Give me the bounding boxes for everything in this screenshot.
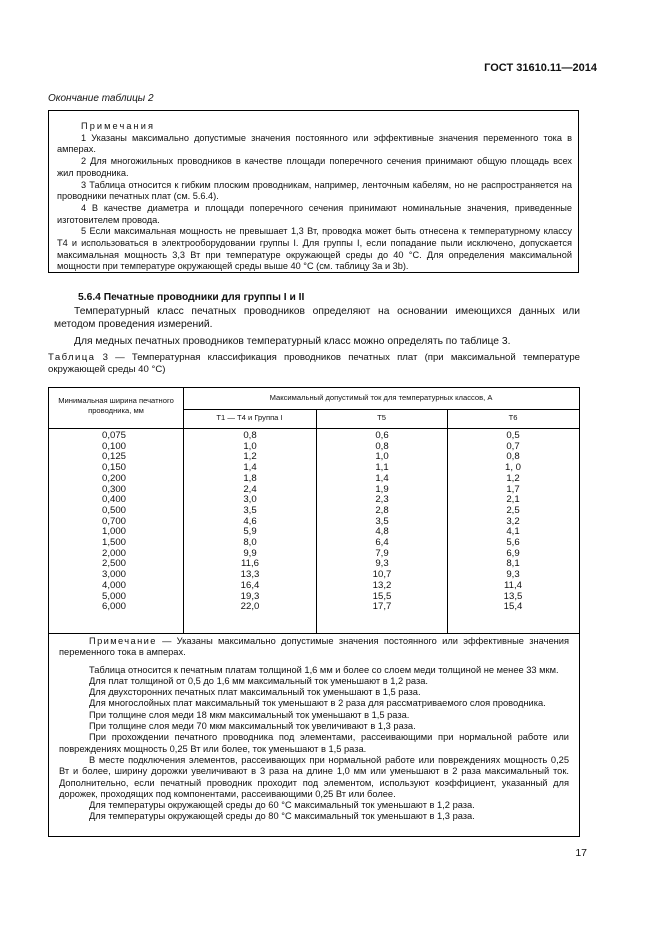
- table-cell: 13,3: [240, 569, 260, 581]
- table-cell: 0,5: [506, 430, 520, 441]
- note-line: Для температуры окружающей среды до 60 °С максимальный ток уменьшают в 1,2 раза.: [89, 800, 475, 811]
- table-cell: 3,5: [243, 504, 257, 516]
- table-cell: 2,000: [101, 547, 126, 559]
- table-cell: 1,1: [375, 462, 389, 474]
- table-cell: 9,9: [243, 547, 257, 559]
- note-line: При толщине слоя меди 70 мкм максимальный ток увеличивают в 1,3 раза.: [89, 721, 416, 732]
- table-cell: 11,6: [241, 558, 259, 570]
- table-cell: 4,6: [243, 515, 257, 527]
- caption-text: 3 — Температурная классификация проводников печатных плат (при максимальной температуре окружающей среды 40 °С): [48, 352, 580, 376]
- section-paragraph: Температурный класс печатных проводников определяют на основании имеющихся данных или методом проведения измерений.: [54, 305, 580, 331]
- table-divider: [316, 409, 317, 633]
- table-divider: [49, 428, 579, 429]
- note-text: — Указаны максимально допустимые значения постоянного или эффективные значения переменного тока в амперах.: [59, 636, 569, 658]
- table-cell: 1,7: [506, 483, 520, 495]
- table-cell: 9,3: [375, 558, 389, 570]
- table-cell: 19,3: [240, 590, 260, 602]
- table-cell: 0,8: [506, 451, 520, 463]
- table-divider: [183, 409, 579, 410]
- table-cell: 1,8: [243, 472, 257, 484]
- note-item: 1 Указаны максимально допустимые значения постоянного или эффективные значения переменного тока в амперах.: [57, 132, 572, 155]
- table-cell: 16,4: [240, 579, 260, 591]
- document-header: ГОСТ 31610.11—2014: [484, 62, 597, 74]
- table-cell: 13,5: [503, 590, 523, 602]
- note-line: Для плат толщиной от 0,5 до 1,6 мм максимальный ток уменьшают в 1,2 раза.: [89, 675, 429, 686]
- table-cell: 0,7: [506, 440, 520, 452]
- table-cell: 10,7: [372, 569, 392, 581]
- note-item: 2 Для многожильных проводников в качестве площади поперечного сечения принимают общую площадь всех жил проводника.: [57, 156, 572, 178]
- note-line: Для температуры окружающей среды до 80 °С максимальный ток уменьшают в 1,3 раза.: [89, 811, 475, 822]
- col-header-t6: Т6: [508, 413, 518, 422]
- table-cell: 5,000: [101, 590, 126, 602]
- note-item: 4 В качестве диаметра и площади поперечного сечения принимают номинальные значения, приведенные изготовителем провода.: [57, 202, 572, 225]
- table-cell: 2,4: [243, 483, 257, 495]
- table-cell: 2,5: [506, 504, 520, 516]
- table-cell: 15,5: [372, 590, 392, 602]
- note-line: В месте подключения элементов, рассеивающих при нормальной работе или повреждениях мощность 0,25 Вт и более, ширину дорожки увеличивают в 3 раза на длине 1,0 мм или уменьшают в 2 раза максимальный ток. Дополнительно, если печатный проводник проходит под элементом, используют коэффициент, указанный для дорожек, проходящих под компонентами, рассеивающими 0,25 Вт или более.: [59, 754, 569, 799]
- table-cell: 0,8: [243, 430, 257, 441]
- table-3-notes: [59, 636, 569, 823]
- note-line: Для двухсторонних печатных плат максимальный ток уменьшают в 1,5 раза.: [89, 687, 421, 698]
- table-3: [48, 387, 580, 837]
- col-t1-t4: [225, 431, 275, 613]
- table-cell: 5,6: [506, 537, 520, 549]
- table-cell: 1,2: [243, 451, 257, 463]
- table-cell: 2,1: [506, 494, 520, 506]
- table-cell: 17,7: [372, 601, 392, 613]
- table-cell: 8,0: [243, 537, 257, 549]
- table-cell: 3,000: [101, 569, 126, 581]
- note-line: При толщине слоя меди 18 мкм максимальный ток уменьшают в 1,5 раза.: [89, 709, 410, 720]
- col-group-header: Максимальный допустимый ток для температурных классов, А: [269, 393, 493, 402]
- table-continuation-label: Окончание таблицы 2: [48, 93, 154, 104]
- table-3-caption: [48, 352, 580, 377]
- table-cell: 1, 0: [504, 462, 521, 474]
- table-cell: 0,8: [375, 440, 389, 452]
- table-cell: 4,1: [506, 526, 520, 538]
- notes-title: Примечания: [81, 121, 156, 131]
- note-line: При прохождении печатного проводника под элементами, рассеивающими при нормальной работе или повреждениях мощность 0,25 Вт или более, ток уменьшают в 1,5 раза.: [59, 732, 569, 754]
- table-cell: 1,000: [101, 526, 126, 538]
- table-divider: [183, 388, 184, 633]
- col-header-t1-t4: Т1 — Т4 и Группа I: [216, 413, 283, 422]
- table-cell: 3,0: [243, 494, 257, 506]
- table-cell: 0,700: [101, 515, 126, 527]
- col-header-t5: Т5: [377, 413, 386, 422]
- table-cell: 2,3: [375, 494, 389, 506]
- table-cell: 4,000: [101, 579, 126, 591]
- table-cell: 0,300: [101, 483, 126, 495]
- table-cell: 6,4: [375, 537, 389, 549]
- table-cell: 13,2: [372, 579, 392, 591]
- table-cell: 0,100: [101, 440, 126, 452]
- col-t5: [357, 431, 407, 613]
- note-line: Таблица относится к печатным платам толщиной 1,6 мм и более со слоем меди толщиной не менее 33 мкм.: [89, 664, 559, 675]
- table-cell: 6,9: [506, 547, 520, 559]
- table-cell: 8,1: [506, 558, 520, 570]
- table-cell: 1,4: [375, 472, 389, 484]
- table-cell: 1,0: [243, 440, 257, 452]
- table-cell: 0,200: [101, 472, 126, 484]
- table-cell: 3,5: [375, 515, 389, 527]
- table-cell: 11,4: [504, 579, 522, 591]
- note-line: Для многослойных плат максимальный ток уменьшают в 2 раза для рассматриваемого слоя проводника.: [89, 698, 546, 709]
- table-cell: 7,9: [375, 547, 389, 559]
- table-cell: 0,6: [375, 430, 389, 441]
- col-widths: [89, 431, 139, 613]
- col-header-width: Минимальная ширина печатного проводника, мм: [58, 396, 174, 415]
- note-item: 5 Если максимальная мощность не превышает 1,3 Вт, проводка может быть отнесена к температурному классу Т4 и использоваться в электрооборудовании группы I. Для группы I, если попадание пыли исключено, допускается максимальная мощность 3,3 Вт при температуре окружающей среды до 40 °С. Для определения максимальной мощности при температуре окружающей среды выше 40 °С (см. таблицу 3а и 3b).: [57, 226, 572, 272]
- section-5-6-4: [54, 291, 580, 348]
- table-cell: 6,000: [101, 601, 126, 613]
- table-2-notes: [48, 110, 579, 273]
- table-cell: 1,0: [375, 451, 389, 463]
- note-item: 3 Таблица относится к гибким плоским проводникам, например, ленточным кабелям, но не распространяется на проводники печатных плат (см. 5.6.4).: [57, 179, 572, 202]
- section-paragraph: Для медных печатных проводников температурный класс можно определять по таблице 3.: [74, 335, 511, 347]
- table-cell: 2,8: [375, 504, 389, 516]
- note-label: Примечание: [89, 636, 157, 646]
- section-heading: 5.6.4 Печатные проводники для группы I и II: [78, 292, 305, 303]
- table-cell: 1,2: [506, 472, 520, 484]
- table-cell: 15,4: [503, 601, 523, 613]
- table-cell: 0,400: [101, 494, 126, 506]
- table-cell: 0,500: [101, 504, 126, 516]
- table-cell: 5,9: [243, 526, 257, 538]
- table-divider: [49, 633, 579, 634]
- table-cell: 1,500: [101, 537, 126, 549]
- page-number: 17: [575, 847, 587, 859]
- table-cell: 2,500: [101, 558, 126, 570]
- table-cell: 0,075: [101, 430, 126, 441]
- table-cell: 3,2: [506, 515, 520, 527]
- table-cell: 0,125: [101, 451, 126, 463]
- table-cell: 4,8: [375, 526, 389, 538]
- table-cell: 1,9: [375, 483, 389, 495]
- caption-label: Таблица: [48, 352, 96, 363]
- table-cell: 1,4: [243, 462, 257, 474]
- table-divider: [447, 409, 448, 633]
- col-t6: [488, 431, 538, 613]
- table-cell: 0,150: [101, 462, 126, 474]
- table-cell: 22,0: [240, 601, 260, 613]
- table-cell: 9,3: [506, 569, 520, 581]
